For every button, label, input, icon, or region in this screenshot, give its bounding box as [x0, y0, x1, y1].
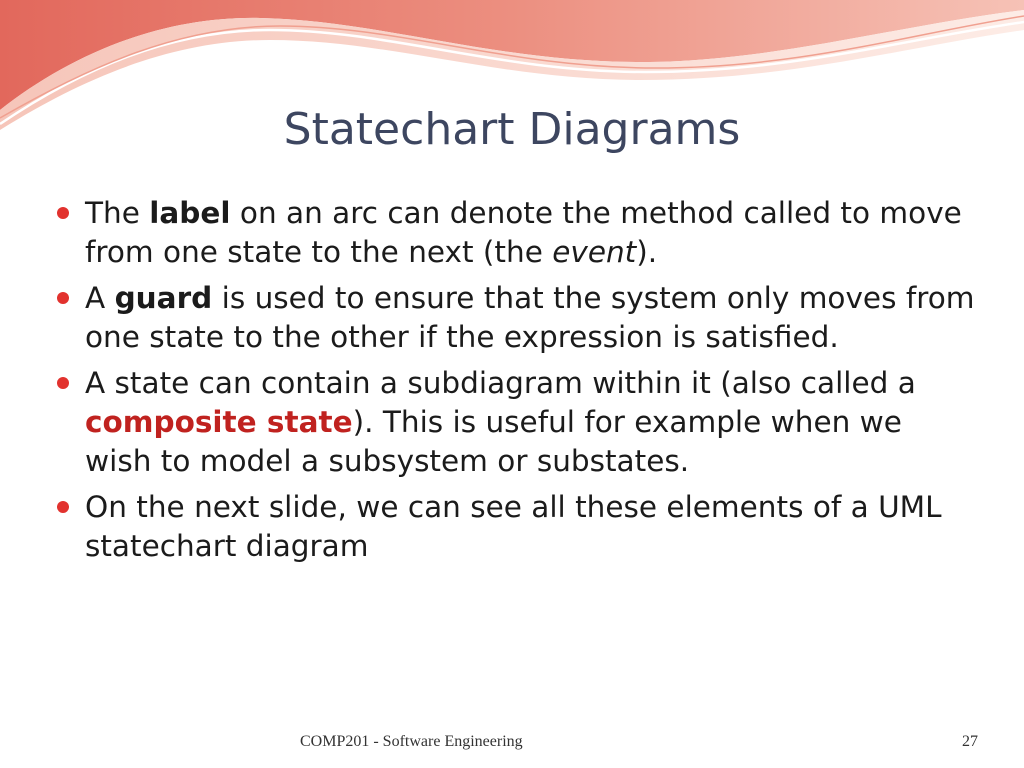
term-event: event [552, 235, 637, 269]
term-label: label [149, 196, 231, 230]
bullet-item [56, 488, 976, 566]
bullet-item [56, 194, 976, 272]
slide-title: Statechart Diagrams [283, 104, 741, 155]
bullet-dot-icon [57, 292, 69, 304]
bullet-text: The label on an arc can denote the method called to move from one state to the next (the event). [85, 196, 962, 269]
bullet-dot-icon [57, 207, 69, 219]
bullet-dot-icon [57, 501, 69, 513]
page-number: 27 [962, 733, 978, 750]
bullet-text: A guard is used to ensure that the system only moves from one state to the other if the expression is satisfied. [85, 281, 975, 354]
term-guard: guard [114, 281, 213, 315]
bullet-list [56, 194, 976, 573]
bullet-dot-icon [57, 377, 69, 389]
footer-course-title: COMP201 - Software Engineering [300, 733, 523, 750]
bullet-text: A state can contain a subdiagram within it (also called a composite state). This is useful for example when we wish to model a subsystem or substates. [85, 366, 916, 478]
bullet-item [56, 279, 976, 357]
term-composite-state: composite state [85, 405, 353, 439]
bullet-text: On the next slide, we can see all these elements of a UML statechart diagram [85, 490, 942, 563]
bullet-item [56, 364, 976, 481]
